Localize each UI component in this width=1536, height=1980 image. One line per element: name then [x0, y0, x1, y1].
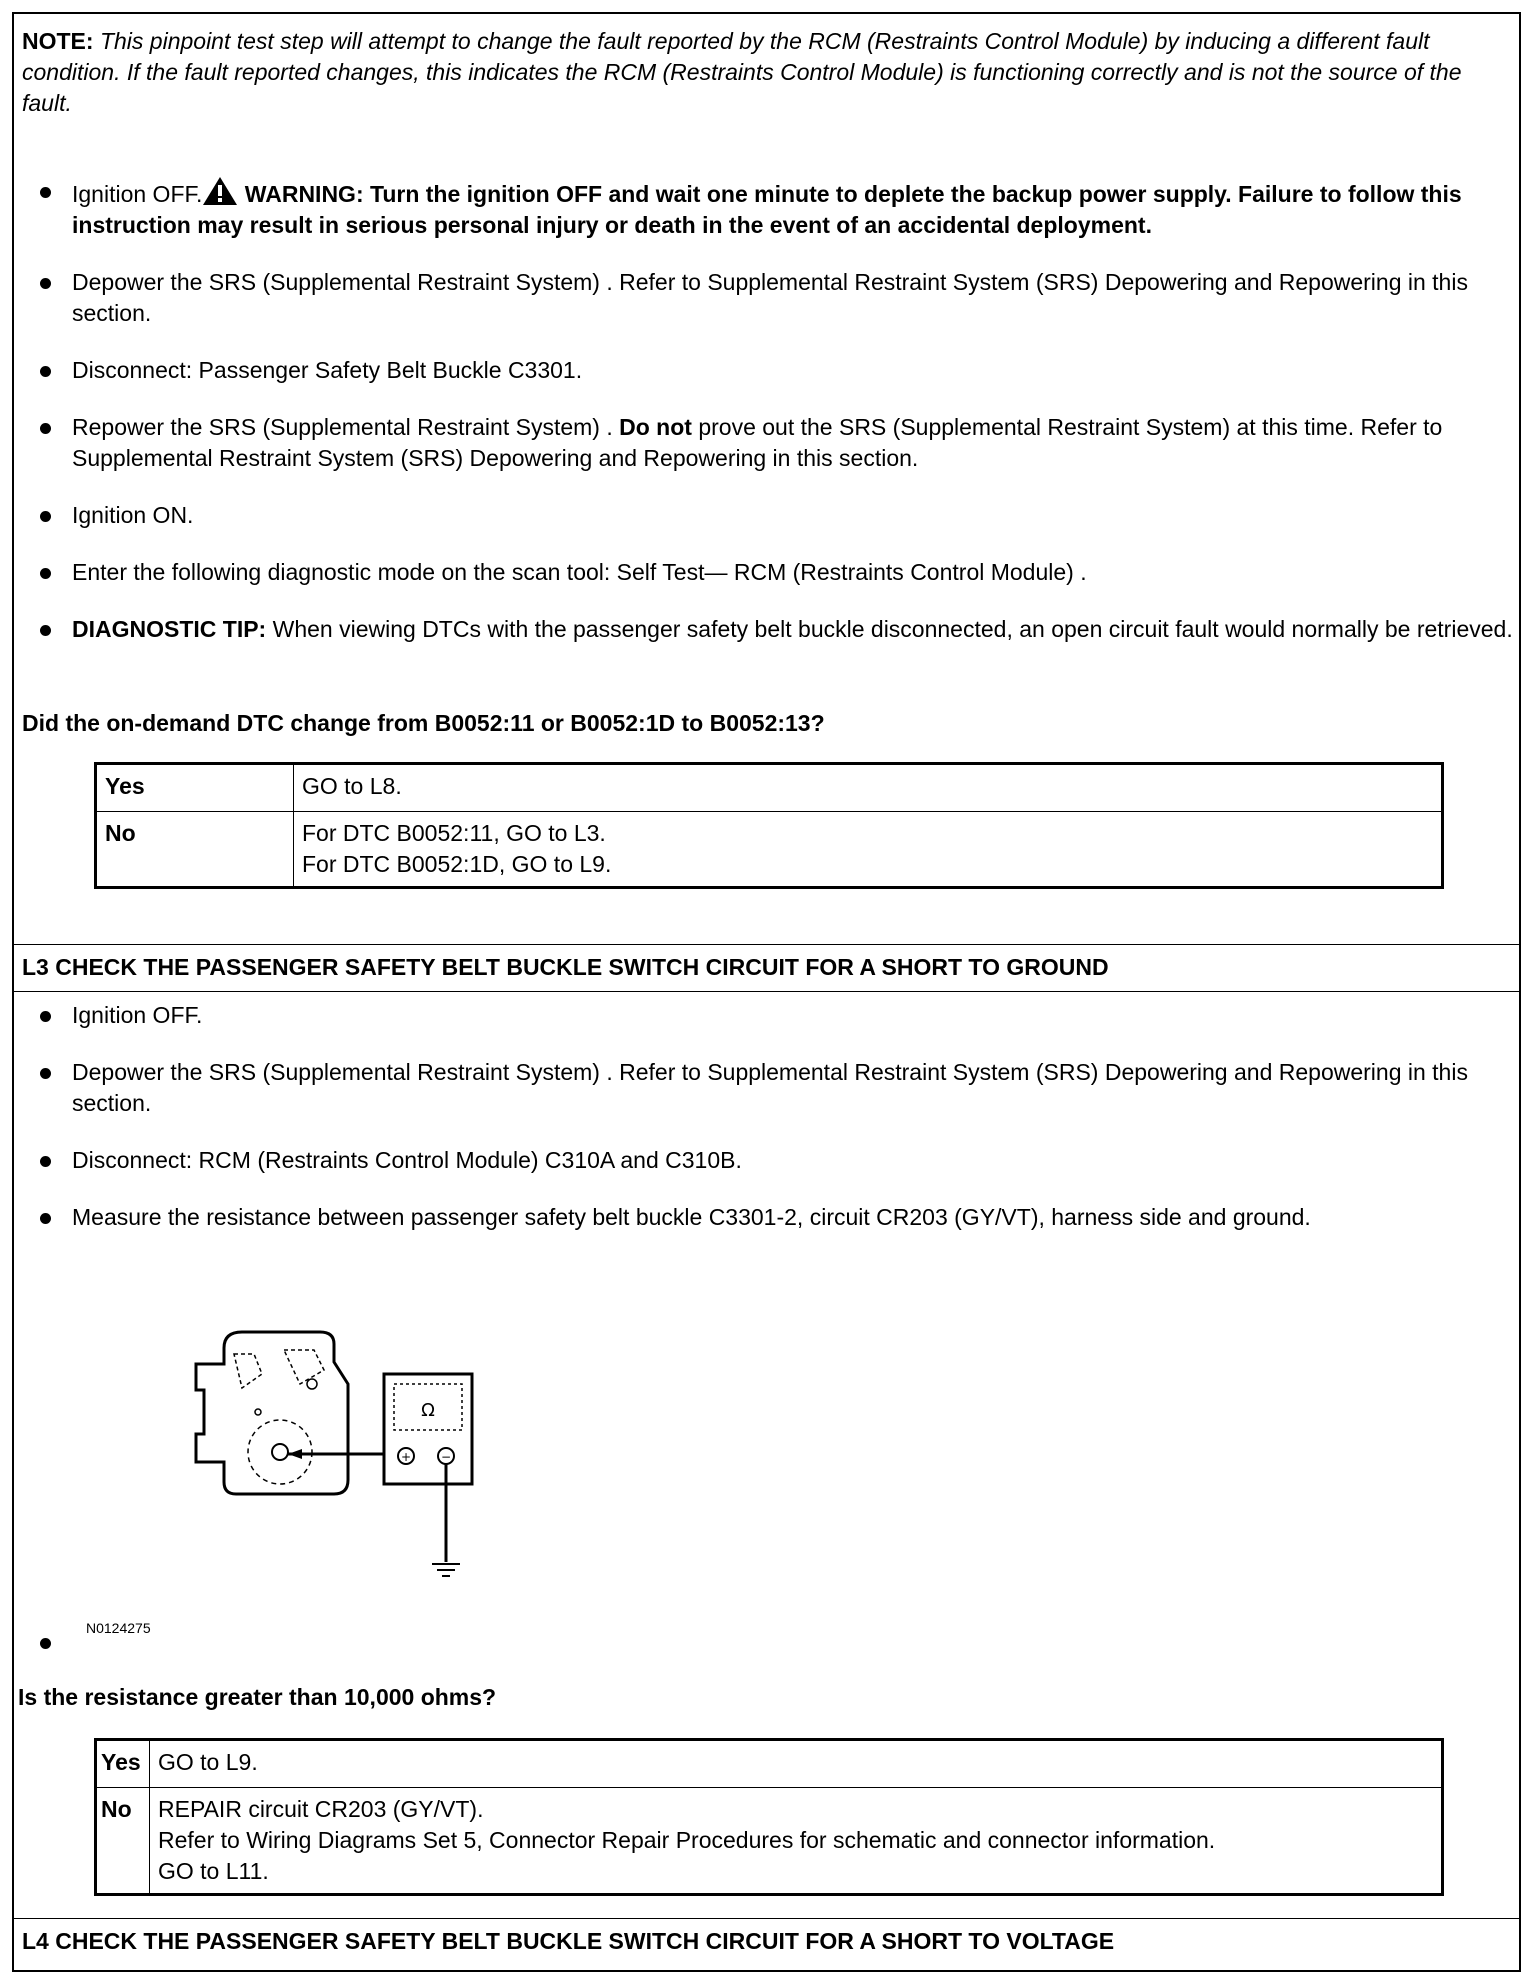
no-action [150, 1788, 1443, 1895]
yes-action: GO to L8. [294, 764, 1443, 812]
no-label: No [96, 812, 294, 888]
ignition-off-text: Ignition OFF. [72, 181, 203, 207]
no-label: No [96, 1788, 150, 1895]
repower-text-rest: prove out the SRS (Supplemental Restraint System) at this time. Refer to Supplemental Restraint System (SRS) Depowering and Repowering in this section. [72, 414, 1443, 471]
diagnostic-tip-text: When viewing DTCs with the passenger safety belt buckle disconnected, an open circuit fault would normally be retrieved. [266, 616, 1513, 642]
figure-id: N0124275 [86, 1620, 151, 1636]
list-item: Disconnect: RCM (Restraints Control Module) C310A and C310B. [14, 1145, 1514, 1176]
repower-text: Repower the SRS (Supplemental Restraint System) . [72, 414, 620, 440]
figure-bullet [40, 1638, 51, 1649]
note-block [22, 26, 1512, 119]
table-row [96, 1788, 1443, 1895]
do-not-text: Do not [619, 414, 692, 440]
resistance-measurement-diagram [184, 1324, 524, 1604]
note-text: This pinpoint test step will attempt to change the fault reported by the RCM (Restraints Control Module) by inducing a different fault condition. If the fault reported changes, this indicates the RCM (Restraints Control Module) is functioning correctly and is not the source of the fault. [22, 28, 1462, 116]
no-action-line: REPAIR circuit CR203 (GY/VT). [158, 1796, 484, 1822]
no-action-line: For DTC B0052:1D, GO to L9. [302, 851, 612, 877]
procedure-frame [12, 12, 1521, 1972]
connector-drawing [196, 1332, 348, 1494]
dtc-question: Did the on-demand DTC change from B0052:11 or B0052:1D to B0052:13? [22, 710, 825, 736]
no-action-line: GO to L11. [158, 1858, 269, 1884]
yes-label: Yes [96, 1740, 150, 1788]
yes-action: GO to L9. [150, 1740, 1443, 1788]
step-bullet-list [14, 176, 1514, 671]
list-item: Enter the following diagnostic mode on the scan tool: Self Test— RCM (Restraints Control Module) . [14, 557, 1514, 588]
dtc-answer-table [94, 762, 1444, 889]
warning-text: WARNING: Turn the ignition OFF and wait one minute to deplete the backup power supply. Failure to follow this instruction may result in serious personal injury or death in the event of an accidental deployment. [72, 181, 1462, 238]
resistance-answer-table [94, 1738, 1444, 1896]
table-row [96, 1740, 1443, 1788]
l3-bullet-list [14, 1000, 1514, 1259]
meter-plus-label: + [400, 1450, 412, 1464]
ground-symbol-icon [432, 1564, 460, 1576]
list-item: Depower the SRS (Supplemental Restraint System) . Refer to Supplemental Restraint System (SRS) Depowering and Repowering in this section. [14, 1057, 1514, 1119]
table-row [96, 764, 1443, 812]
list-item: Depower the SRS (Supplemental Restraint System) . Refer to Supplemental Restraint System (SRS) Depowering and Repowering in this section. [14, 267, 1514, 329]
list-item [14, 176, 1514, 241]
warning-triangle-icon [202, 176, 238, 206]
diagnostic-tip-label: DIAGNOSTIC TIP: [72, 616, 267, 642]
no-action-line: Refer to Wiring Diagrams Set 5, Connector Repair Procedures for schematic and connector information. [158, 1827, 1216, 1853]
note-label: NOTE: [22, 28, 94, 54]
no-action [294, 812, 1443, 888]
meter-minus-label: − [440, 1450, 452, 1464]
list-item: Ignition ON. [14, 500, 1514, 531]
list-item: Ignition OFF. [14, 1000, 1514, 1031]
list-item [14, 412, 1514, 474]
meter-ohm-symbol: Ω [421, 1400, 435, 1421]
ohmmeter-drawing [384, 1374, 472, 1484]
list-item: Disconnect: Passenger Safety Belt Buckle C3301. [14, 355, 1514, 386]
resistance-question: Is the resistance greater than 10,000 ohms? [18, 1684, 497, 1710]
no-action-line: For DTC B0052:11, GO to L3. [302, 820, 606, 846]
l3-heading: L3 CHECK THE PASSENGER SAFETY BELT BUCKLE SWITCH CIRCUIT FOR A SHORT TO GROUND [14, 944, 1519, 992]
yes-label: Yes [96, 764, 294, 812]
l4-heading: L4 CHECK THE PASSENGER SAFETY BELT BUCKLE SWITCH CIRCUIT FOR A SHORT TO VOLTAGE [14, 1918, 1519, 1966]
list-item [14, 614, 1514, 645]
list-item: Measure the resistance between passenger safety belt buckle C3301-2, circuit CR203 (GY/VT), harness side and ground. [14, 1202, 1514, 1233]
table-row [96, 812, 1443, 888]
